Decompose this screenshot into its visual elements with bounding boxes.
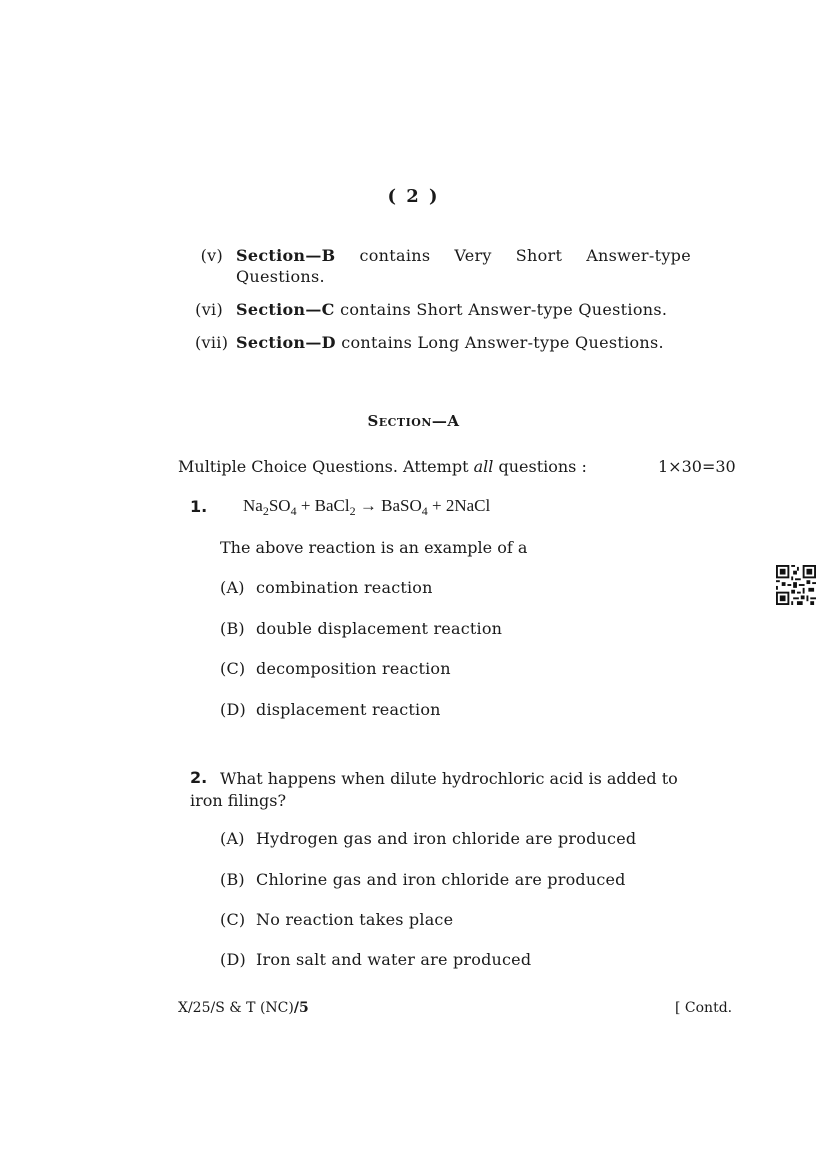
- intro-text: questions :: [498, 457, 587, 476]
- q1-option-c: [220, 659, 451, 678]
- option-label: (B): [220, 870, 245, 889]
- option-label: (C): [220, 659, 246, 678]
- q2-option-a: [220, 829, 636, 848]
- q2-option-c: [220, 910, 453, 929]
- option-text: No reaction takes place: [256, 910, 454, 929]
- instruction-numeral: (vi): [195, 300, 223, 319]
- question-2-stem: [190, 768, 700, 812]
- option-text: decomposition reaction: [256, 659, 451, 678]
- option-text: double displacement reaction: [256, 619, 503, 638]
- intro-text: Multiple Choice Questions. Attempt: [178, 457, 469, 476]
- instruction-body: [236, 245, 691, 287]
- chemical-equation: $Na_2SO_4$ + BaCl$_2$ → BaSO$_4$ + 2NaCl: [243, 496, 491, 518]
- instruction-text: contains Long Answer-type Questions.: [341, 333, 664, 352]
- option-label: (A): [220, 578, 245, 597]
- q2-option-b: [220, 870, 626, 889]
- instruction-line2: Questions.: [236, 267, 325, 286]
- paper-code: [178, 1000, 309, 1016]
- option-label: (A): [220, 829, 245, 848]
- instruction-numeral: (vii): [195, 333, 229, 352]
- contd-label: [ Contd.: [675, 1000, 733, 1016]
- section-ref: Section—B: [236, 246, 336, 265]
- option-label: (D): [220, 700, 246, 719]
- qr-code-icon: [776, 565, 816, 605]
- q2-option-d: [220, 950, 531, 969]
- instruction-text: contains Short Answer-type Questions.: [340, 300, 668, 319]
- question-2-number: 2.: [190, 768, 208, 787]
- word: Answer-type: [586, 246, 691, 265]
- question-1-stem: The above reaction is an example of a: [220, 538, 528, 557]
- page-number: ( 2 ): [387, 186, 440, 207]
- q1-option-b: [220, 619, 502, 638]
- mcq-instructions: [178, 457, 587, 476]
- stem-line: What happens when dilute hydrochloric acid is added to: [220, 769, 678, 788]
- section-ref: Section—D: [236, 333, 336, 352]
- option-text: Iron salt and water are produced: [256, 950, 532, 969]
- word: Very: [454, 246, 492, 265]
- option-text: Chlorine gas and iron chloride are produced: [256, 870, 626, 889]
- word: Short: [515, 246, 563, 265]
- option-label: (D): [220, 950, 246, 969]
- paper-code-page: /5: [293, 1000, 309, 1016]
- mcq-marks: 1×30=30: [658, 457, 736, 476]
- section-ref: Section—C: [236, 300, 335, 319]
- instruction-numeral: (v): [200, 246, 223, 265]
- stem-line: iron filings?: [190, 791, 287, 810]
- question-1-number: 1.: [190, 497, 208, 516]
- paper-code-text: X/25/S & T (NC): [178, 1000, 294, 1016]
- option-text: Hydrogen gas and iron chloride are produced: [256, 829, 637, 848]
- option-text: combination reaction: [256, 578, 433, 597]
- intro-italic: all: [473, 457, 494, 476]
- option-text: displacement reaction: [256, 700, 441, 719]
- section-a-title: Section—A: [367, 412, 460, 430]
- q1-option-a: [220, 578, 433, 597]
- option-label: (B): [220, 619, 245, 638]
- option-label: (C): [220, 910, 246, 929]
- q1-option-d: [220, 700, 441, 719]
- word: contains: [359, 246, 431, 265]
